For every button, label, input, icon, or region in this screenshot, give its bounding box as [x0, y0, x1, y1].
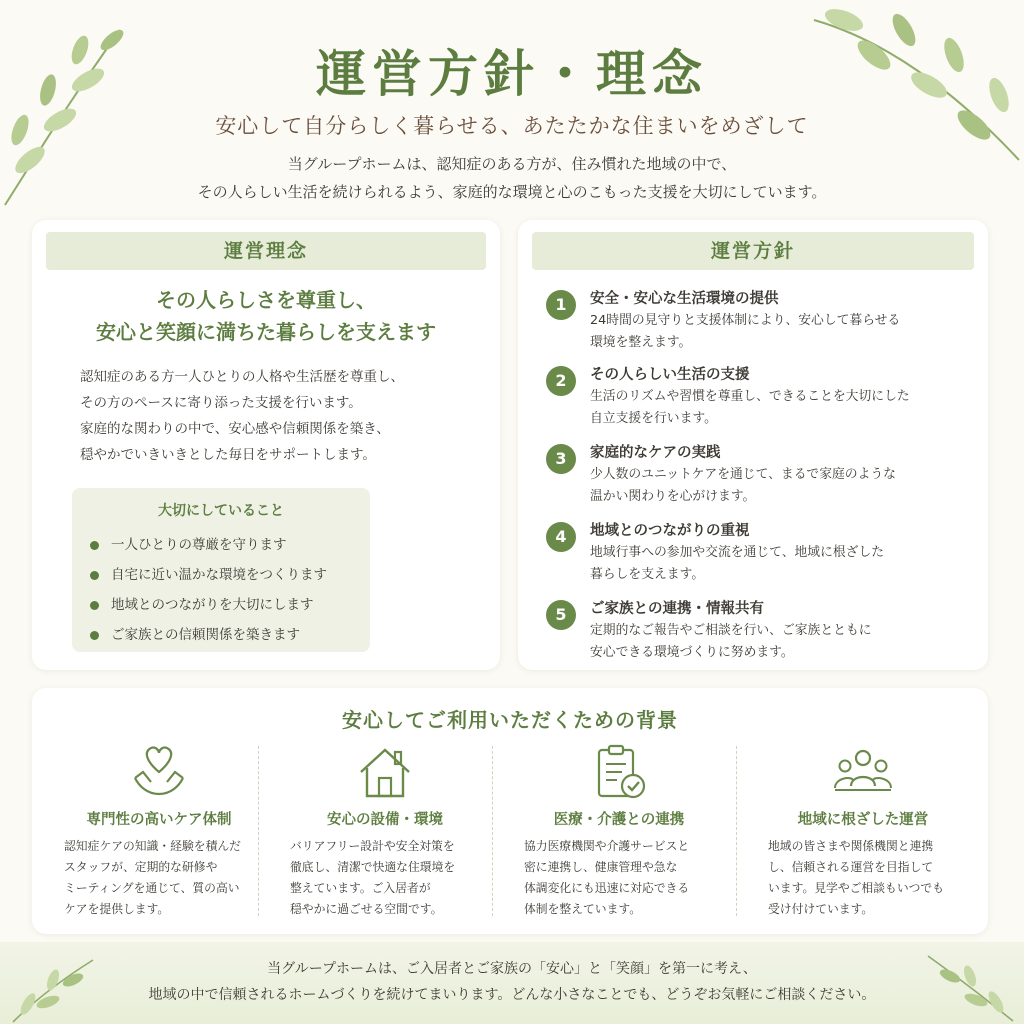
policy-item-3	[546, 442, 966, 508]
values-title: 大切にしていること	[158, 503, 284, 519]
desc-line: 体制を整えています。	[524, 902, 642, 916]
body-line: 家庭的な関わりの中で、安心感や信頼関係を築き、	[80, 421, 390, 437]
feature-title: 地域に根ざした運営	[797, 812, 929, 828]
desc-line: バリアフリー設計や安全対策を	[290, 839, 455, 853]
lead-line: その人らしさを尊重し、	[156, 288, 376, 312]
value-label: 地域とのつながりを大切にします	[111, 597, 314, 613]
feature-community	[750, 738, 976, 924]
bullet-icon	[90, 631, 99, 640]
value-item	[90, 590, 352, 620]
page-title: 運営方針・理念	[316, 44, 708, 103]
feature-desc	[64, 836, 260, 920]
background-card	[32, 688, 988, 934]
desc-line: 地域の皆さまや関係機関と連携	[768, 839, 934, 853]
value-item	[90, 560, 352, 590]
community-icon	[833, 742, 893, 802]
feature-title: 専門性の高いケア体制	[86, 812, 232, 828]
policy-title: その人らしい生活の支援	[590, 367, 750, 383]
feature-desc	[768, 836, 964, 920]
values-box	[72, 488, 370, 652]
feature-desc	[524, 836, 720, 920]
desc-line: スタッフが、定期的な研修や	[64, 860, 218, 874]
value-item	[90, 620, 352, 650]
policy-desc: 温かい関わりを心がけます。	[590, 489, 756, 504]
bullet-icon	[90, 571, 99, 580]
footer-text	[0, 956, 1024, 1008]
policy-desc: 自立支援を行います。	[590, 411, 717, 426]
policy-title: ご家族との連携・情報共有	[590, 601, 764, 617]
philosophy-lead	[32, 284, 500, 348]
footer-line: 地域の中で信頼されるホームづくりを続けてまいります。どんな小さなことでも、どうぞお気軽にご相談ください。	[148, 987, 876, 1003]
divider	[736, 746, 737, 916]
intro-text	[0, 150, 1024, 206]
desc-line: 協力医療機関や介護サービスと	[524, 839, 690, 853]
desc-line: 受け付けています。	[768, 902, 874, 916]
policy-card	[518, 220, 988, 670]
footer	[0, 942, 1024, 1024]
number-badge: 3	[546, 444, 576, 474]
footer-line: 当グループホームは、ご入居者とご家族の「安心」と「笑顔」を第一に考え、	[267, 961, 757, 977]
desc-line: し、信頼される運営を目指して	[768, 860, 934, 874]
policy-desc: 暮らしを支えます。	[590, 567, 705, 582]
policy-desc: 少人数のユニットケアを通じて、まるで家庭のような	[590, 467, 896, 482]
value-label: ご家族との信頼関係を築きます	[111, 627, 300, 643]
philosophy-heading: 運営理念	[46, 232, 486, 270]
desc-line: ミーティングを通じて、質の高い	[64, 881, 240, 895]
value-label: 一人ひとりの尊厳を守ります	[111, 537, 287, 553]
policy-desc: 生活のリズムや習慣を尊重し、できることを大切にした	[590, 389, 910, 404]
desc-line: 認知症ケアの知識・経験を積んだ	[64, 839, 241, 853]
desc-line: 体調変化にも迅速に対応できる	[524, 881, 690, 895]
desc-line: 徹底し、清潔で快適な住環境を	[290, 860, 456, 874]
body-line: その方のペースに寄り添った支援を行います。	[80, 395, 362, 411]
policy-title: 家庭的なケアの実践	[590, 445, 721, 461]
bullet-icon	[90, 541, 99, 550]
number-badge: 5	[546, 600, 576, 630]
policy-desc: 地域行事への参加や交流を通じて、地域に根ざした	[590, 545, 885, 560]
desc-line: 整えています。ご入居者が	[290, 881, 431, 895]
policy-item-4	[546, 520, 966, 586]
desc-line: 密に連携し、健康管理や急な	[524, 860, 678, 874]
policy-desc: 安心できる環境づくりに努めます。	[590, 645, 794, 660]
heart-hands-icon	[129, 742, 189, 802]
feature-medical	[506, 738, 732, 924]
number-badge: 2	[546, 366, 576, 396]
policy-desc: 環境を整えます。	[590, 335, 692, 350]
policy-item-5	[546, 598, 966, 664]
feature-care	[46, 738, 272, 924]
feature-title: 安心の設備・環境	[327, 812, 443, 828]
value-item	[90, 530, 352, 560]
policy-desc: 定期的なご報告やご相談を行い、ご家族とともに	[590, 623, 872, 638]
body-line: 認知症のある方一人ひとりの人格や生活歴を尊重し、	[80, 369, 404, 385]
number-badge: 4	[546, 522, 576, 552]
philosophy-body	[80, 364, 480, 468]
intro-line: 当グループホームは、認知症のある方が、住み慣れた地域の中で、	[287, 155, 737, 173]
policy-item-1	[546, 288, 966, 354]
desc-line: います。見学やご相談もいつでも	[768, 881, 945, 895]
intro-line: その人らしい生活を続けられるよう、家庭的な環境と心のこもった支援を大切にしています。	[197, 183, 827, 201]
number-badge: 1	[546, 290, 576, 320]
policy-title: 地域とのつながりの重視	[590, 523, 750, 539]
bullet-icon	[90, 601, 99, 610]
desc-line: 穏やかに過ごせる空間です。	[290, 902, 443, 916]
clipboard-check-icon	[589, 742, 649, 802]
policy-item-2	[546, 364, 966, 430]
policy-title: 安全・安心な生活環境の提供	[590, 291, 779, 307]
feature-facility	[272, 738, 498, 924]
policy-heading: 運営方針	[532, 232, 974, 270]
house-icon	[355, 742, 415, 802]
policy-desc: 24時間の見守りと支援体制により、安心して暮らせる	[590, 313, 901, 328]
desc-line: ケアを提供します。	[64, 902, 170, 916]
body-line: 穏やかでいきいきとした毎日をサポートします。	[80, 447, 376, 463]
background-heading: 安心してご利用いただくための背景	[342, 708, 678, 732]
divider	[258, 746, 259, 916]
philosophy-card	[32, 220, 500, 670]
feature-title: 医療・介護との連携	[553, 812, 685, 828]
value-label: 自宅に近い温かな環境をつくります	[111, 567, 327, 583]
page-subtitle: 安心して自分らしく暮らせる、あたたかな住まいをめざして	[215, 114, 809, 138]
divider	[492, 746, 493, 916]
lead-line: 安心と笑顔に満ちた暮らしを支えます	[96, 320, 436, 344]
feature-desc	[290, 836, 486, 920]
